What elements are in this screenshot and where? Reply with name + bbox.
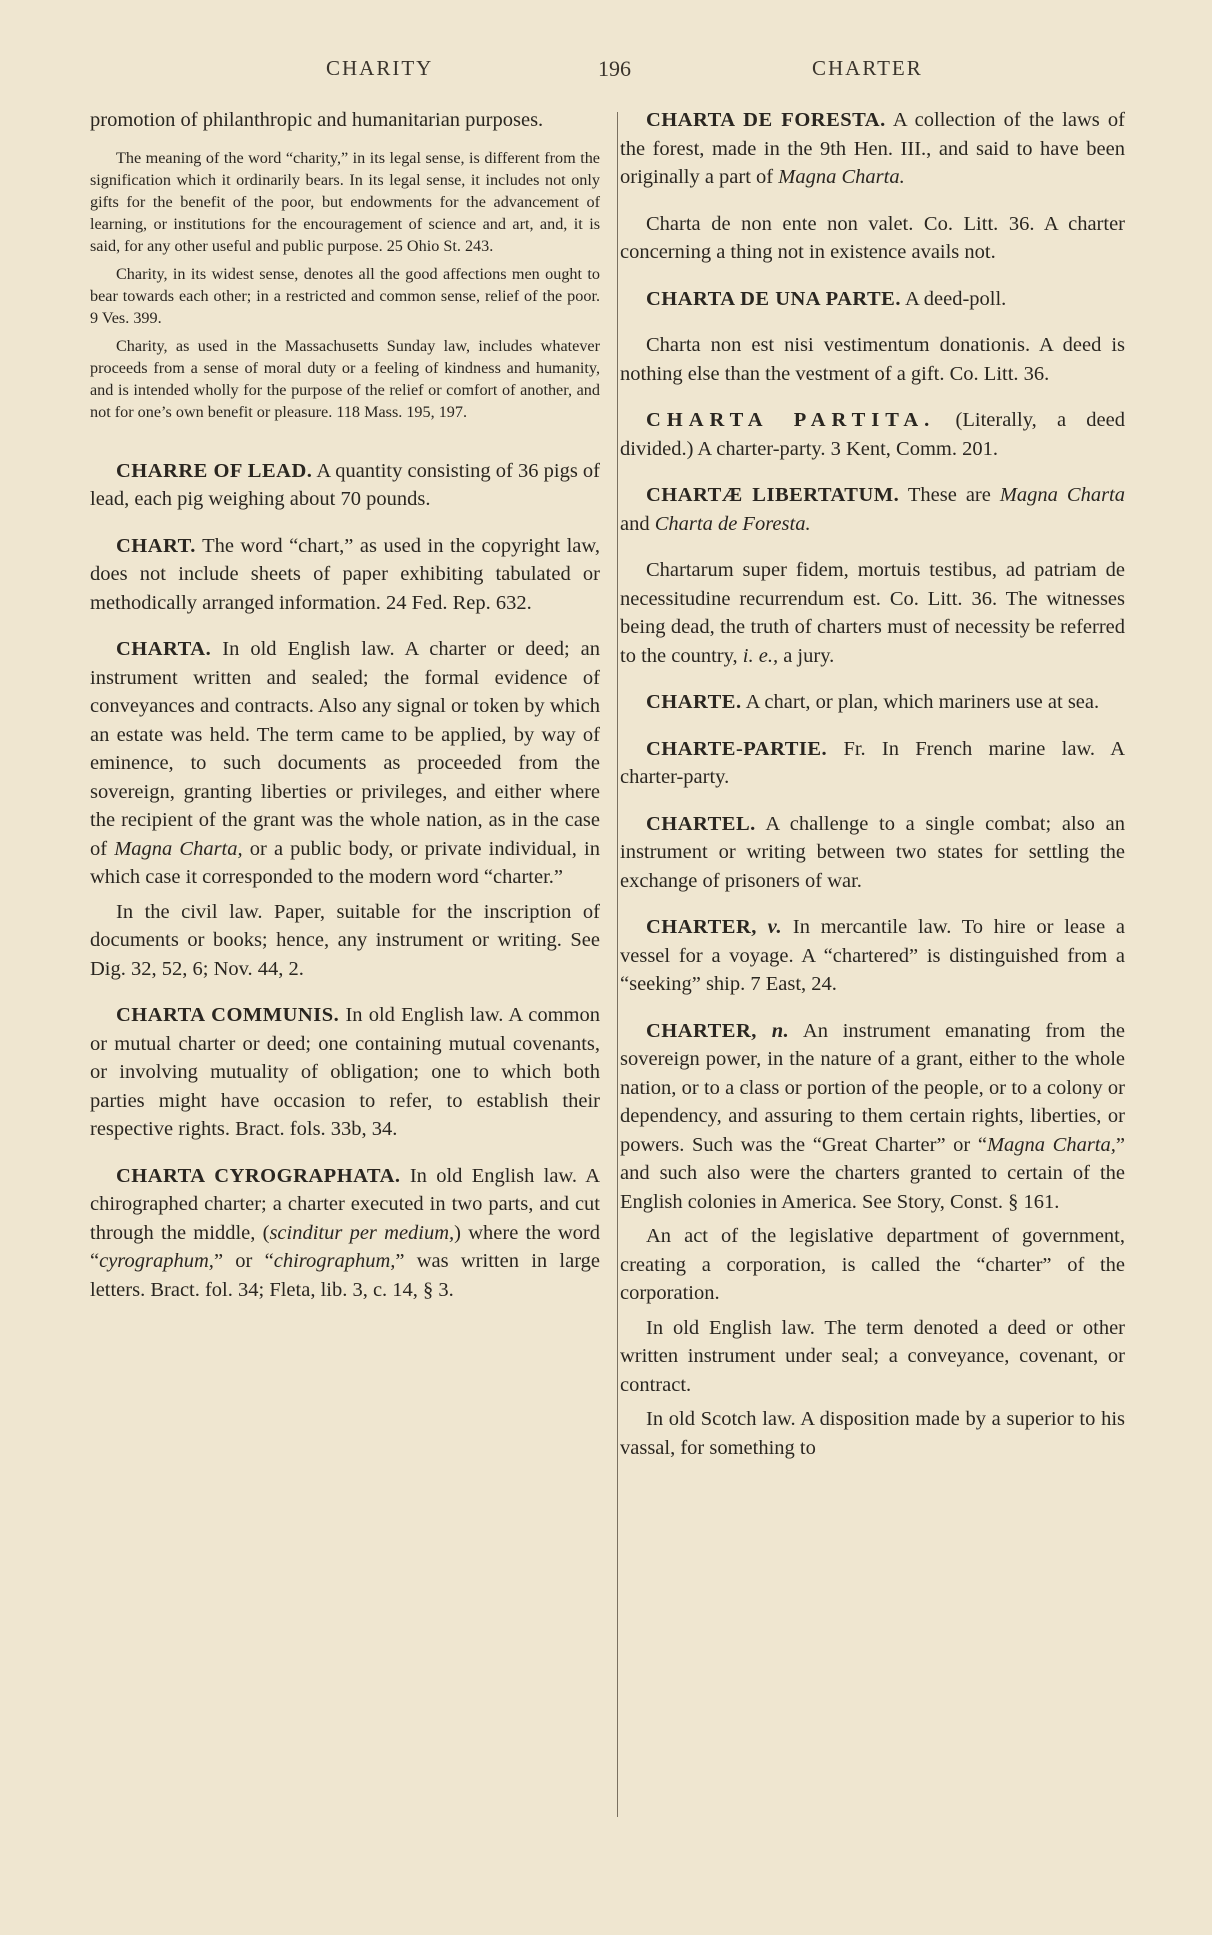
headword: CHARTA. bbox=[116, 638, 212, 660]
headword: CHARTA DE UNA PARTE. bbox=[646, 287, 901, 310]
headword: CHARTE-PARTIE. bbox=[646, 737, 828, 760]
entry-charter-verb: CHARTER, v. In mercantile law. To hire or lease a vessel for a voyage. A “chartered” is distinguished from a “seeking” ship. 7 East, 24. bbox=[620, 916, 1126, 995]
entry-charte: CHARTE. A chart, or plan, which mariners use at sea. bbox=[646, 691, 1100, 713]
headword: CHART. bbox=[116, 534, 196, 557]
page-number: 196 bbox=[598, 56, 631, 81]
entry-chartae-libertatum: CHARTÆ LIBERTATUM. These are Magna Charta and Charta de Foresta. bbox=[620, 484, 1125, 535]
entry-note: Charity, as used in the Massachusetts Sunday law, includes whatever proceeds from a sense of moral duty or a feeling of kindness and humanity, and is intended wholly for the purpose of the relief or comfort of another, and not for one’s own benefit or pleasure. 118 Mass. 195, 197. bbox=[90, 336, 600, 421]
entry-paragraph: In old Scotch law. A disposition made by a superior to his vassal, for something to bbox=[620, 1408, 1125, 1459]
entry-charte-partie: CHARTE-PARTIE. Fr. In French marine law. A charter-party. bbox=[620, 737, 1125, 788]
entry-paragraph: In the civil law. Paper, suitable for the inscription of documents or books; hence, any instrument or writing. See Dig. 32, 52, 6; Nov. 44, 2. bbox=[90, 900, 600, 980]
entry-charta-cyrographata: CHARTA CYROGRAPHATA. In old English law. A chirographed charter; a charter executed in two parts, and cut through the middle, (scinditur per medium,) where the word “cyrographum,” or “chirographum,” was written in large letters. Bract. fol. 34; Fleta, lib. 3, c. 14, § 3. bbox=[90, 1164, 601, 1301]
headword: CHARTEL. bbox=[646, 812, 756, 835]
headword: CHARTA DE FORESTA. bbox=[646, 109, 886, 131]
entry-paragraph: An act of the legislative department of government, creating a corporation, is called the “charter” of the corporation. bbox=[620, 1225, 1125, 1304]
entry-note: The meaning of the word “charity,” in its legal sense, is different from the signification which it ordinarily bears. In its legal sense, it includes not only gifts for the benefit of the poor, but endowments for the advancement of learning, or institutions for the encouragement of science and art, and, it is said, for any other useful and public purpose. 25 Ohio St. 243. bbox=[90, 148, 600, 255]
column-divider bbox=[617, 112, 618, 1817]
right-column bbox=[620, 106, 1125, 1468]
entry-chartel: CHARTEL. A challenge to a single combat; also an instrument or writing between two states for settling the exchange of prisoners of war. bbox=[620, 812, 1125, 892]
headword: CHARTA PARTITA. bbox=[646, 409, 936, 431]
headword: CHARTÆ LIBERTATUM. bbox=[646, 484, 900, 506]
running-head-left: CHARITY bbox=[326, 56, 434, 80]
headword: CHARTE. bbox=[646, 691, 742, 713]
entry-charta: CHARTA. In old English law. A charter or deed; an instrument written and sealed; the formal evidence of conveyances and contracts. Also any signal or token by which an estate was held. The term came to be applied, by way of eminence, to such documents as proceeded from the sovereign, granting liberties or privileges, and either where the recipient of the grant was the whole nation, as in the case of Magna Charta, or a public body, or private individual, in which case it corresponded to the modern word “charter.” bbox=[90, 638, 601, 888]
headword: CHARTA CYROGRAPHATA. bbox=[116, 1164, 401, 1187]
entry-charta-de-una-parte: CHARTA DE UNA PARTE. A deed-poll. bbox=[646, 287, 1007, 310]
running-head-right: CHARTER bbox=[812, 56, 923, 80]
entry-note: Charity, in its widest sense, denotes all the good affections men ought to bear towards each other; in a restricted and common sense, relief of the poor. 9 Ves. 399. bbox=[90, 264, 600, 327]
entry-charter-noun: CHARTER, n. An instrument emanating from the sovereign power, in the nature of a grant, either to the whole nation, or to a class or portion of the people, or to a colony or dependency, and assuring to them certain rights, liberties, or powers. Such was the “Great Charter” or “Magna Charta,” and such also were the charters granted to certain of the English colonies in America. See Story, Const. § 161. bbox=[620, 1019, 1126, 1213]
entry-charta-communis: CHARTA COMMUNIS. In old English law. A common or mutual charter or deed; one containing mutual covenants, or involving mutuality of obligation; one to which both parties might have occasion to refer, to establish their respective rights. Bract. fols. 33b, 34. bbox=[90, 1004, 601, 1140]
entry-maxim: Chartarum super fidem, mortuis testibus, ad patriam de necessitudine recurrendum est. Co. Litt. 36. The witnesses being dead, the truth of charters must of necessity be referred to the country, i. e., a jury. bbox=[620, 559, 1125, 667]
entry-continuation: promotion of philanthropic and humanitarian purposes. bbox=[90, 109, 544, 131]
entry-charta-de-foresta: CHARTA DE FORESTA. A collection of the laws of the forest, made in the 9th Hen. III., and said to have been originally a part of Magna Charta. bbox=[620, 109, 1126, 188]
entry-chart: CHART. The word “chart,” as used in the copyright law, does not include sheets of paper exhibiting tabulated or methodically arranged information. 24 Fed. Rep. 632. bbox=[90, 534, 600, 614]
left-column bbox=[90, 106, 600, 1322]
entry-charre-of-lead: CHARRE OF LEAD. A quantity consisting of 36 pigs of lead, each pig weighing about 70 pounds. bbox=[90, 459, 600, 510]
entry-maxim: Charta non est nisi vestimentum donationis. A deed is nothing else than the vestment of a gift. Co. Litt. 36. bbox=[620, 334, 1125, 385]
headword: CHARTER, bbox=[646, 916, 757, 938]
headword: CHARTER, bbox=[646, 1019, 757, 1042]
headword: CHARRE OF LEAD. bbox=[116, 459, 313, 482]
entry-maxim: Charta de non ente non valet. Co. Litt. 36. A charter concerning a thing not in existence avails not. bbox=[620, 212, 1125, 263]
entry-charta-partita: CHARTA PARTITA. (Literally, a deed divided.) A charter-party. 3 Kent, Comm. 201. bbox=[620, 409, 1125, 460]
entry-paragraph: In old English law. The term denoted a deed or other written instrument under seal; a conveyance, covenant, or contract. bbox=[620, 1316, 1125, 1396]
headword: CHARTA COMMUNIS. bbox=[116, 1004, 340, 1026]
